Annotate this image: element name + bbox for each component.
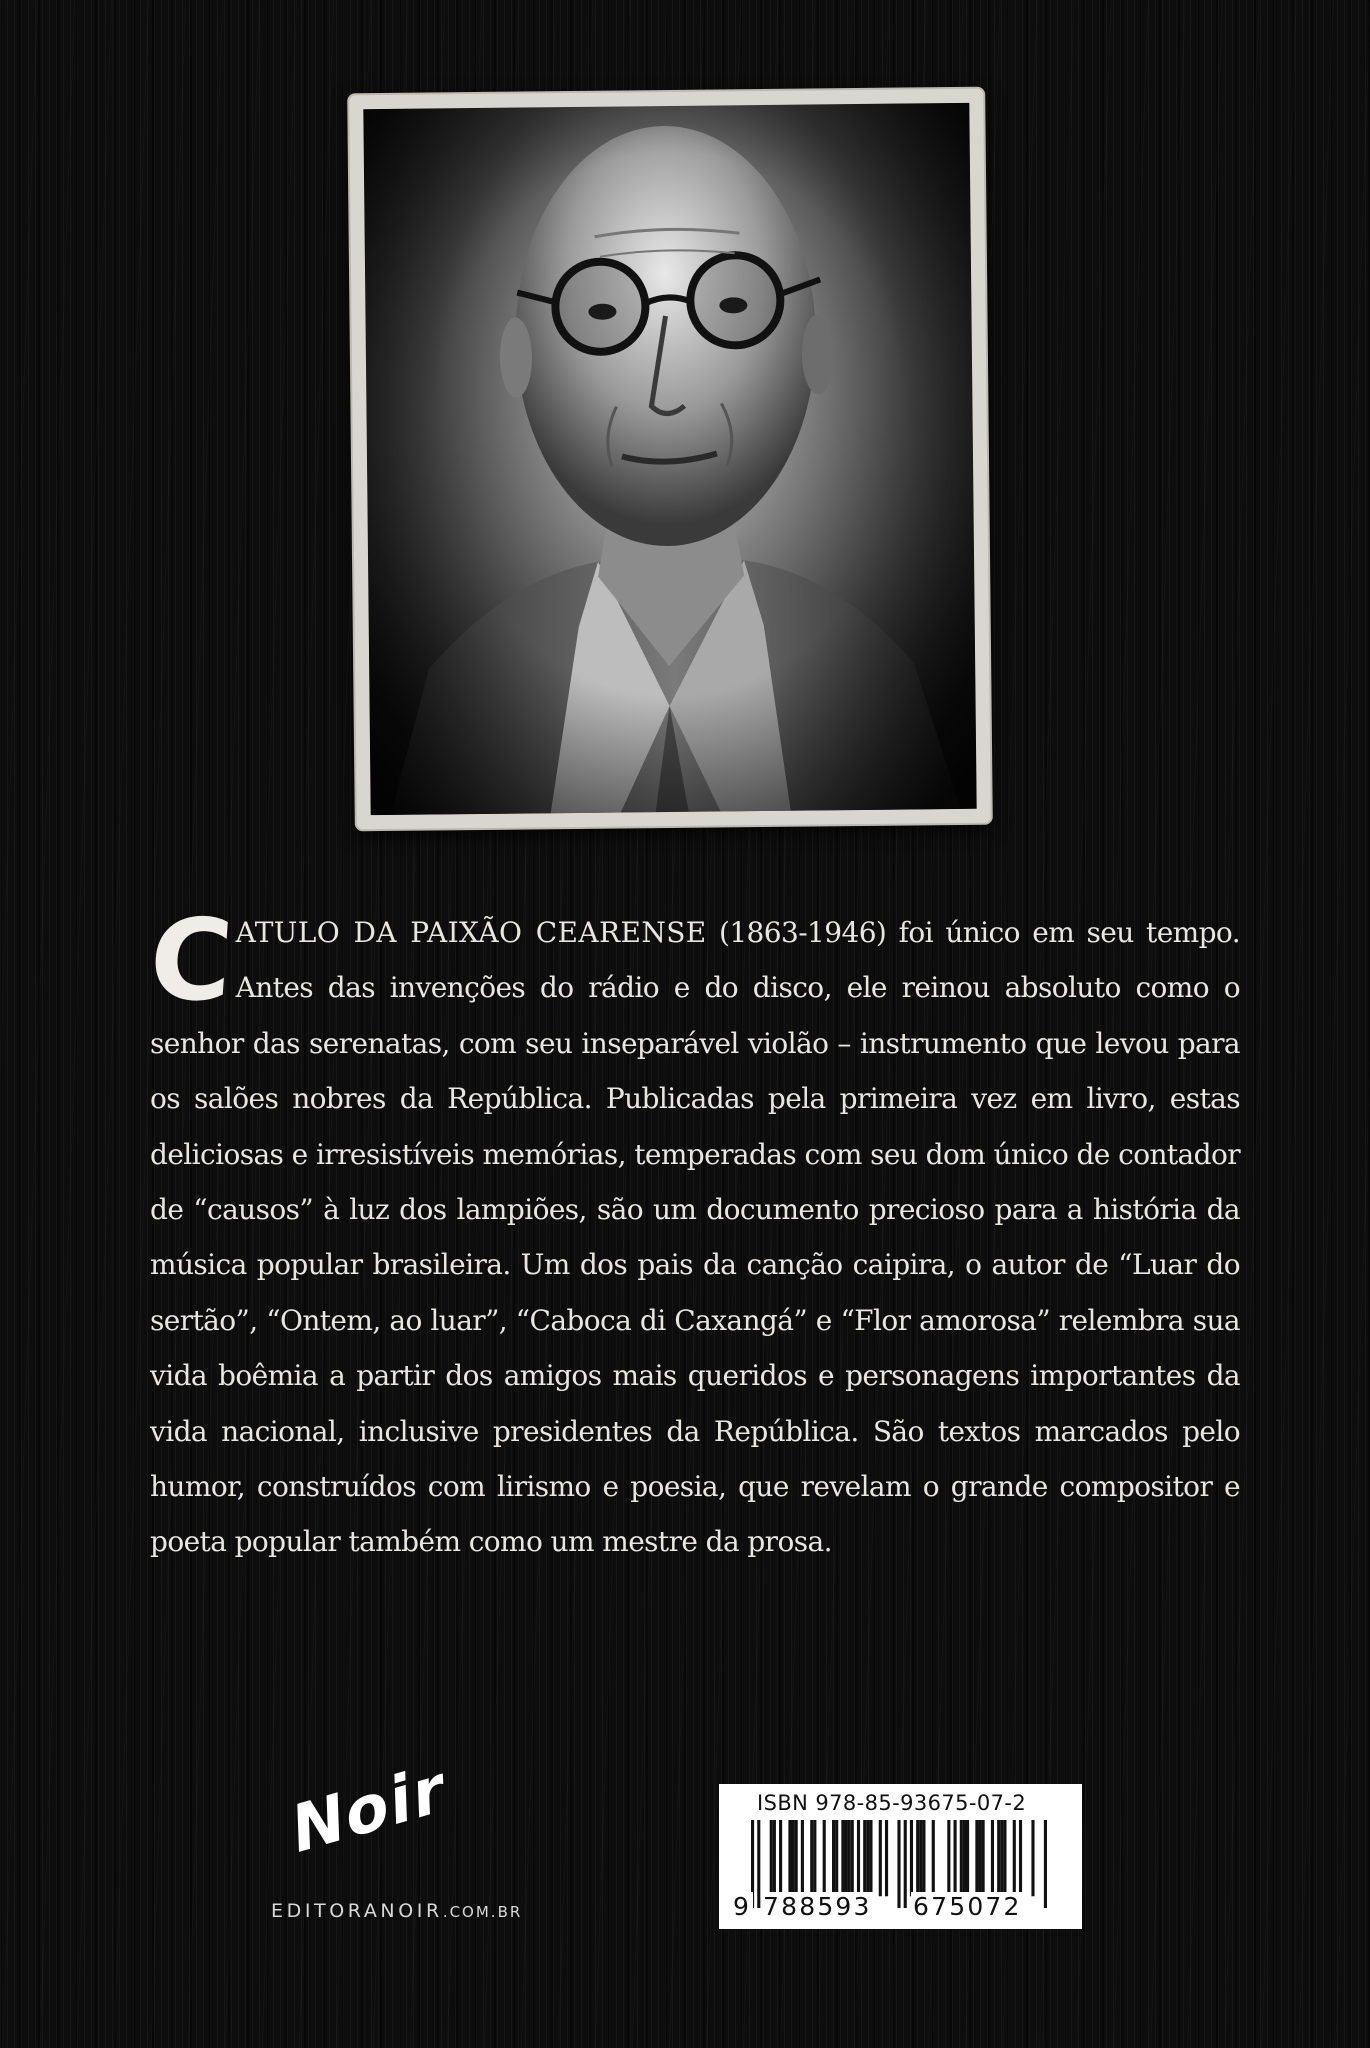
barcode-bar xyxy=(832,1820,835,1896)
barcode-bar xyxy=(960,1820,963,1896)
barcode-bar xyxy=(835,1820,838,1896)
barcode-bar xyxy=(866,1820,869,1896)
barcode-bar xyxy=(947,1820,950,1896)
barcode-bar xyxy=(851,1820,854,1896)
barcode-bar xyxy=(848,1820,851,1896)
noir-logo xyxy=(276,1749,576,1878)
barcode-bar xyxy=(841,1820,844,1896)
portrait-illustration xyxy=(363,103,976,815)
barcode-bar xyxy=(1013,1820,1016,1896)
barcode-bar xyxy=(869,1820,872,1896)
description-paragraph xyxy=(145,896,1240,1570)
barcode-bar xyxy=(910,1820,913,1896)
barcode-bar xyxy=(997,1820,1000,1896)
barcode-bar xyxy=(991,1820,994,1896)
isbn-label: ISBN 978-85-93675-07-2 xyxy=(757,1791,1027,1815)
barcode-bar xyxy=(813,1820,816,1896)
author-name-caps: ATULO DA PAIXÃO CEARENSE xyxy=(235,916,707,949)
barcode-bar xyxy=(795,1820,798,1896)
barcode-bar xyxy=(801,1820,804,1896)
barcode-digits xyxy=(731,1892,1071,1924)
website-suffix: .COM.BR xyxy=(442,1903,523,1921)
barcode-bar xyxy=(863,1820,866,1896)
barcode-bar xyxy=(922,1820,925,1896)
barcode-bar xyxy=(885,1820,888,1896)
website-main: EDITORANOIR xyxy=(271,1900,443,1922)
barcode-bar xyxy=(879,1820,882,1896)
barcode-bar xyxy=(792,1820,795,1896)
barcode-bar xyxy=(770,1820,773,1896)
barcode-bar xyxy=(810,1820,813,1896)
barcode-bar xyxy=(963,1820,966,1896)
barcode-bar xyxy=(773,1820,776,1896)
barcode-bar xyxy=(1000,1820,1003,1896)
barcode-bar xyxy=(823,1820,826,1896)
isbn-barcode xyxy=(719,1784,1082,1929)
author-photo-frame xyxy=(349,89,991,830)
book-description xyxy=(145,896,1240,1570)
noir-logo-text: Noir xyxy=(291,1749,447,1870)
barcode-bar xyxy=(1003,1820,1006,1896)
barcode-bar xyxy=(978,1820,981,1896)
barcode-bar xyxy=(779,1820,782,1896)
barcode-bar xyxy=(966,1820,969,1896)
publisher-website xyxy=(271,1900,522,1922)
barcode-bar xyxy=(844,1820,847,1896)
barcode-digits-right: 675072 xyxy=(913,1892,1022,1921)
barcode-bar xyxy=(932,1820,935,1896)
barcode-bar xyxy=(857,1820,860,1896)
barcode-bar xyxy=(788,1820,791,1896)
barcode-bar xyxy=(954,1820,957,1896)
barcode-digit-first: 9 xyxy=(733,1892,752,1921)
drop-cap-letter: C xyxy=(145,896,237,1026)
barcode-bar xyxy=(982,1820,985,1896)
barcode-bar xyxy=(916,1820,919,1896)
barcode-digits-left: 788593 xyxy=(763,1892,872,1921)
barcode-bar xyxy=(1031,1820,1034,1896)
barcode-bar xyxy=(975,1820,978,1896)
author-portrait-photo xyxy=(363,103,976,815)
barcode-bar xyxy=(1019,1820,1022,1896)
description-text: (1863-1946) foi único em seu tempo. Antes das invenções do rádio e do disco, ele reinou absoluto como o senhor das serenatas, com seu inseparável violão – instrumento que levou para os salões nobres da República. Publicadas pela primeira vez em livro, estas deliciosas e irresistíveis memórias, temperadas com seu dom único de contador de “causos” à luz dos lampiões, são um documento precioso para a história da música popular brasileira. Um dos pais da canção caipira, o autor de “Luar do sertão”, “Ontem, ao luar”, “Caboca di Caxangá” e “Flor amorosa” relembra sua vida boêmia a partir dos amigos mais queridos e personagens importantes da vida nacional, inclusive presidentes da República. São textos marcados pelo humor, construídos com lirismo e poesia, que revelam o grande compositor e poeta popular também como um mestre da prosa. xyxy=(150,916,1240,1559)
barcode-bar xyxy=(919,1820,922,1896)
